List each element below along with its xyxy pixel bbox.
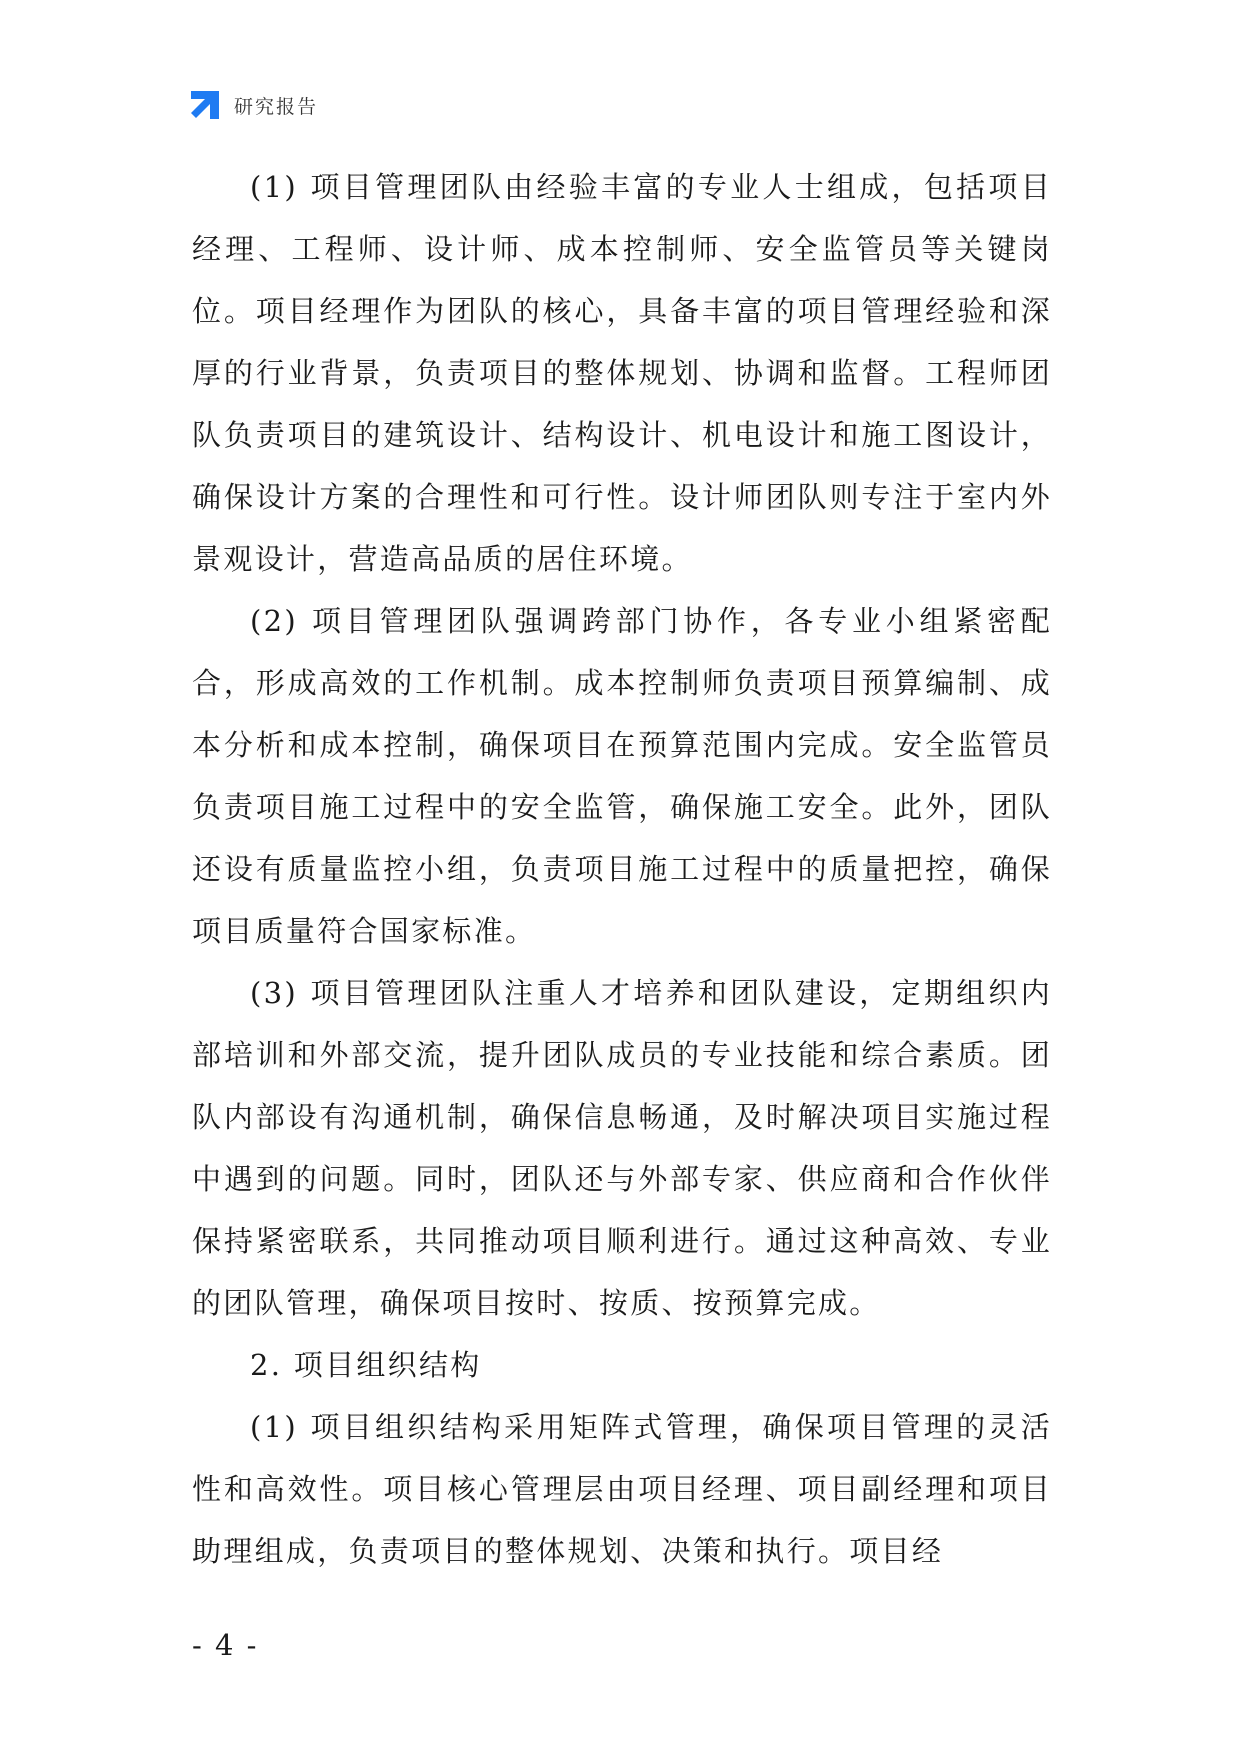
paragraph-org-structure: (1) 项目组织结构采用矩阵式管理，确保项目管理的灵活性和高效性。项目核心管理层由项目经理、项目副经理和项目助理组成，负责项目的整体规划、决策和执行。项目经 <box>192 1410 1052 1568</box>
page-number: - 4 - <box>192 1628 259 1662</box>
paragraph-team-development: (3) 项目管理团队注重人才培养和团队建设，定期组织内部培训和外部交流，提升团队成员的专业技能和综合素质。团队内部设有沟通机制，确保信息畅通，及时解决项目实施过程中遇到的问题。同时，团队还与外部专家、供应商和合作伙伴保持紧密联系，共同推动项目顺利进行。通过这种高效、专业的团队管理，确保项目按时、按质、按预算完成。 <box>192 976 1052 1320</box>
paragraph-team-composition: (1) 项目管理团队由经验丰富的专业人士组成，包括项目经理、工程师、设计师、成本控制师、安全监管员等关键岗位。项目经理作为团队的核心，具备丰富的项目管理经验和深厚的行业背景，负责项目的整体规划、协调和监督。工程师团队负责项目的建筑设计、结构设计、机电设计和施工图设计，确保设计方案的合理性和可行性。设计师团队则专注于室内外景观设计，营造高品质的居住环境。 <box>192 170 1052 576</box>
document-body <box>192 156 1052 1582</box>
header-title: 研究报告 <box>234 95 319 118</box>
section-heading: 2. 项目组织结构 <box>250 1348 482 1382</box>
report-header <box>188 88 318 122</box>
paragraph-team-collaboration: (2) 项目管理团队强调跨部门协作，各专业小组紧密配合，形成高效的工作机制。成本控制师负责项目预算编制、成本分析和成本控制，确保项目在预算范围内完成。安全监管员负责项目施工过程中的安全监管，确保施工安全。此外，团队还设有质量监控小组，负责项目施工过程中的质量把控，确保项目质量符合国家标准。 <box>192 604 1052 948</box>
arrow-up-right-icon <box>188 88 222 122</box>
